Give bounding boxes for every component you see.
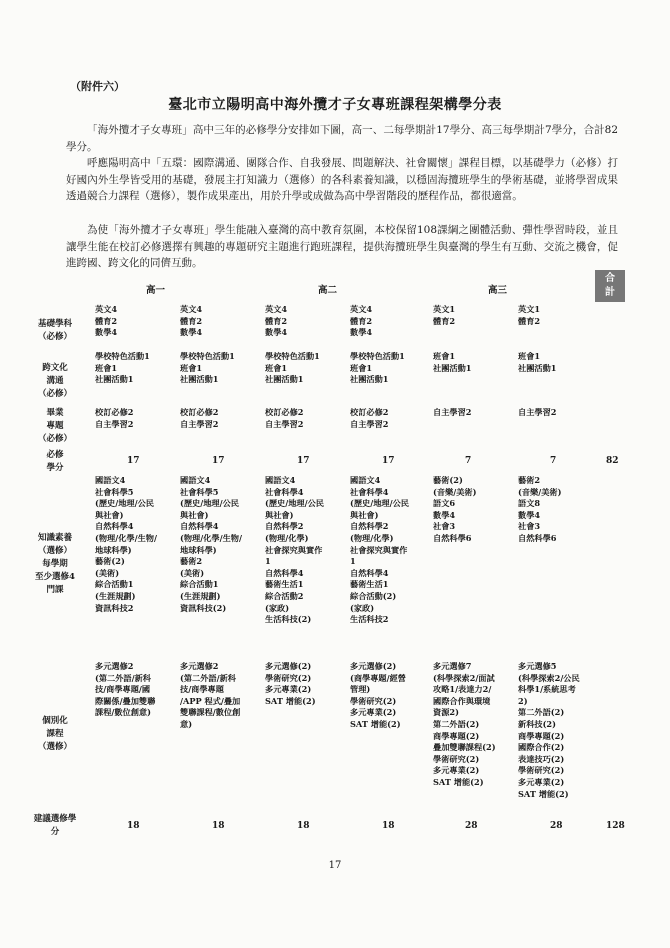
course-line: (第二外語/新科 — [180, 672, 236, 683]
course-line: 社團活動1 — [350, 374, 389, 385]
course-line: 藝術(2) — [433, 475, 463, 485]
course-line: 校訂必修2 — [265, 407, 304, 417]
course-line: 自然科學2 — [265, 521, 304, 532]
course-line: SAT 增能(2) — [518, 788, 569, 799]
course-line: 多元專業(2) — [433, 765, 480, 776]
course-line: 商學專題(2) — [518, 730, 565, 741]
course-line: 自主學習2 — [180, 418, 219, 429]
individual-label-line: 課程 — [46, 729, 64, 739]
grade-header-3: 高三 — [488, 285, 508, 296]
crossculture-cell — [433, 351, 471, 374]
total-tab-char-2: 計 — [605, 287, 615, 298]
project-cell — [518, 407, 556, 419]
course-line: 社會科學4 — [350, 486, 389, 497]
individual-label-line: （選修） — [37, 742, 72, 752]
course-line: /APP 程式/疊加 — [180, 695, 241, 706]
individual-cell — [95, 661, 155, 719]
course-line: 體育2 — [518, 315, 541, 326]
project-cell — [95, 407, 133, 430]
course-line: (科學探索2/面試 — [433, 672, 495, 683]
course-line: 社會3 — [518, 521, 541, 532]
course-line: 多元專業(2) — [518, 776, 565, 787]
course-line: 際關係/疊加雙聯 — [95, 695, 156, 706]
course-line: 班會1 — [265, 362, 288, 373]
project-cell — [350, 407, 388, 430]
suggested_credits-label-line: 建議選修學 — [33, 814, 77, 824]
course-line: 班會1 — [95, 362, 118, 373]
course-line: 藝術生活1 — [265, 579, 304, 590]
course-line: (歷史/地理/公民 — [265, 498, 324, 509]
course-line: 國語文4 — [180, 475, 211, 485]
course-line: (科學探索2/公民 — [518, 672, 580, 683]
course-line: 自然科學6 — [518, 532, 557, 543]
course-line: 綜合活動1 — [180, 579, 219, 590]
course-line: 資源2) — [433, 707, 459, 718]
course-line: 疊加雙聯課程(2) — [433, 742, 496, 753]
goal-paragraph: 呼應陽明高中「五環：國際溝通、團隊合作、自我發展、問題解決、社會關懷」課程目標，以基礎學力（必修）打好國內外生學皆受用的基礎，發展主打知識力（選修）的各科素養知識，以穩固海攬班學生的學術基礎，並將學習成果透過競合力課程（選修），製作成果產出，用於升學或成做為高中學習階段的歷程作品，都很適當。 — [66, 157, 618, 202]
crossculture-cell — [180, 351, 235, 386]
required_credits-value: 17 — [297, 456, 310, 466]
course-line: (物理/化學/生物/ — [95, 532, 157, 543]
basic-cell — [433, 304, 455, 327]
course-line: 數學4 — [180, 327, 203, 338]
knowledge-cell — [350, 475, 409, 626]
course-line: 與社會) — [350, 509, 379, 520]
integration-paragraph: 為使「海外攬才子女專班」學生能融入臺灣的高中教育氛圍，本校保留108課綱之團體活動、彈性學習時段，並且讓學生能在校訂必修選擇有興趣的專題研究主題進行跑班課程，提供海攬班學生與臺灣的學生有互動、交流之機會，促進跨國、跨文化的同儕互動。 — [66, 224, 618, 269]
course-line: 數學4 — [265, 327, 288, 338]
basic-cell — [180, 304, 202, 339]
suggested_credits-value: 28 — [550, 821, 563, 831]
course-line: 體育2 — [180, 315, 203, 326]
total-tab-char-1: 合 — [605, 273, 615, 284]
required_credits-value: 17 — [127, 456, 140, 466]
individual-row-label — [28, 715, 82, 754]
required_credits-value: 17 — [382, 456, 395, 466]
course-line: 學術研究(2) — [433, 753, 480, 764]
course-line: 校訂必修2 — [95, 407, 134, 417]
appendix-label: （附件六） — [70, 80, 125, 93]
course-line: 校訂必修2 — [350, 407, 389, 417]
course-line: (歷史/地理/公民 — [180, 498, 239, 509]
course-line: (家政) — [265, 602, 290, 613]
course-line: (歷史/地理/公民 — [350, 498, 409, 509]
course-line: 自主學習2 — [433, 407, 472, 417]
course-line: (物理/化學) — [265, 532, 309, 543]
crossculture-cell — [265, 351, 320, 386]
course-line: 1 — [265, 556, 271, 567]
individual-cell — [265, 661, 316, 707]
course-line: SAT 增能(2) — [433, 776, 484, 787]
required_credits-value: 7 — [465, 456, 472, 466]
course-line: 表達技巧(2) — [518, 753, 565, 764]
course-line: 英文4 — [180, 304, 203, 314]
course-line: 自主學習2 — [518, 407, 557, 417]
course-line: (家政) — [350, 602, 375, 613]
course-line: 社會探究與實作 — [350, 544, 408, 555]
crossculture-cell — [350, 351, 405, 386]
intro-paragraph: 「海外攬才子女專班」高中三年的必修學分安排如下圖，高一、二每學期計17學分、高三每學期計7學分，合計82學分。 — [66, 124, 618, 153]
course-line: 多元選修2 — [95, 661, 134, 671]
course-line: 英文1 — [518, 304, 541, 314]
course-line: 自然科學4 — [265, 567, 304, 578]
course-line: (音樂/美術) — [518, 486, 562, 497]
basic-label-line: （必修） — [37, 332, 72, 342]
course-line: 社會科學5 — [180, 486, 219, 497]
course-line: 技/商學專題/國 — [95, 684, 151, 695]
required_credits-label-line: 必修 — [46, 450, 64, 460]
basic-cell — [95, 304, 117, 339]
course-line: 語文8 — [518, 498, 541, 509]
course-line: 語文6 — [433, 498, 456, 509]
course-line: 體育2 — [265, 315, 288, 326]
knowledge-label-line: 門課 — [46, 585, 64, 595]
course-line: 自主學習2 — [95, 418, 134, 429]
course-line: 1 — [350, 556, 356, 567]
knowledge-cell — [265, 475, 324, 626]
course-line: 社團活動1 — [95, 374, 134, 385]
knowledge-cell — [433, 475, 477, 545]
course-line: 學術研究(2) — [518, 765, 565, 776]
required_credits-value: 7 — [550, 456, 557, 466]
page-title: 臺北市立陽明高中海外攬才子女專班課程架構學分表 — [168, 97, 502, 113]
course-line: 多元選修(2) — [350, 661, 397, 671]
course-line: 藝術(2) — [95, 556, 125, 567]
course-line: 與社會) — [265, 509, 294, 520]
basic-row-label — [28, 318, 82, 344]
course-line: 英文1 — [433, 304, 456, 314]
course-line: 社團活動1 — [518, 362, 557, 373]
course-line: 藝術生活1 — [350, 579, 389, 590]
crossculture-label-line: （必修） — [37, 389, 72, 399]
course-line: 國語文4 — [95, 475, 126, 485]
course-line: 生活科技(2) — [265, 614, 312, 625]
project-cell — [180, 407, 218, 430]
course-line: 與社會) — [95, 509, 124, 520]
course-line: 自然科學4 — [180, 521, 219, 532]
course-line: 數學4 — [350, 327, 373, 338]
individual-label-line: 個別化 — [42, 716, 68, 726]
course-line: (物理/化學) — [350, 532, 394, 543]
required_credits-label-line: 學分 — [46, 463, 64, 473]
course-line: 社會科學5 — [95, 486, 134, 497]
course-line: 自然科學4 — [350, 567, 389, 578]
project-row-label — [28, 407, 82, 446]
course-line: 班會1 — [518, 351, 541, 361]
course-line: 社會3 — [433, 521, 456, 532]
course-line: SAT 增能(2) — [350, 718, 401, 729]
course-line: 資訊科技(2) — [180, 602, 227, 613]
course-line: 多元專業(2) — [350, 707, 397, 718]
crossculture-label-line: 溝通 — [46, 376, 64, 386]
course-line: 體育2 — [95, 315, 118, 326]
crossculture-cell — [518, 351, 556, 374]
course-line: 綜合活動(2) — [350, 590, 397, 601]
course-line: 多元選修2 — [180, 661, 219, 671]
course-line: 多元選修5 — [518, 661, 557, 671]
course-line: 英文4 — [265, 304, 288, 314]
crossculture-cell — [95, 351, 150, 386]
crossculture-row-label — [28, 362, 82, 401]
course-line: 國語文4 — [265, 475, 296, 485]
course-line: 綜合活動1 — [95, 579, 134, 590]
course-line: (生涯規劃) — [180, 590, 221, 601]
required_credits-total: 82 — [606, 456, 619, 466]
course-line: 課程/數位創意) — [95, 707, 151, 718]
course-line: 藝術2 — [518, 475, 541, 485]
basic-cell — [350, 304, 372, 339]
course-line: 學術研究(2) — [265, 672, 312, 683]
knowledge-label-line: 知識素養 — [37, 533, 72, 543]
course-line: 自然科學2 — [350, 521, 389, 532]
course-line: 學校特色活動1 — [95, 351, 150, 361]
knowledge-label-line: 至少選修4 — [35, 572, 75, 582]
course-line: 班會1 — [433, 351, 456, 361]
course-line: 校訂必修2 — [180, 407, 219, 417]
course-line: 社會探究與實作 — [265, 544, 323, 555]
course-line: 數學4 — [95, 327, 118, 338]
project-cell — [265, 407, 303, 430]
course-line: (第二外語/新科 — [95, 672, 151, 683]
course-line: (歷史/地理/公民 — [95, 498, 154, 509]
course-line: 攻略1/表達力2/ — [433, 684, 492, 695]
course-line: 英文4 — [350, 304, 373, 314]
course-line: 國語文4 — [350, 475, 381, 485]
course-line: 第二外語(2) — [433, 718, 480, 729]
course-line: 新科技(2) — [518, 718, 557, 729]
course-line: 英文4 — [95, 304, 118, 314]
knowledge-label-line: 每學期 — [42, 559, 68, 569]
course-line: (音樂/美術) — [433, 486, 477, 497]
course-line: 第二外語(2) — [518, 707, 565, 718]
knowledge-row-label — [28, 532, 82, 597]
course-line: 自然科學4 — [95, 521, 134, 532]
course-line: 體育2 — [433, 315, 456, 326]
suggested_credits-total: 128 — [606, 821, 625, 831]
project-label-line: 畢業 — [46, 408, 64, 418]
knowledge-cell — [95, 475, 157, 614]
course-line: SAT 增能(2) — [265, 695, 316, 706]
suggested_credits-value: 18 — [127, 821, 140, 831]
course-line: 2) — [518, 695, 528, 706]
individual-cell — [350, 661, 406, 731]
course-line: 班會1 — [180, 362, 203, 373]
course-line: 體育2 — [350, 315, 373, 326]
course-line: 數學4 — [518, 509, 541, 520]
course-line: 國際合作(2) — [518, 742, 565, 753]
grade-header-2: 高二 — [318, 285, 338, 296]
suggested_credits-value: 18 — [382, 821, 395, 831]
course-line: 國際合作與環境 — [433, 695, 491, 706]
course-line: 社團活動1 — [433, 362, 472, 373]
course-line: 技/商學專題 — [180, 684, 224, 695]
course-line: (美術) — [95, 567, 120, 578]
course-line: 學校特色活動1 — [180, 351, 235, 361]
knowledge-label-line: （選修） — [37, 546, 72, 556]
suggested_credits-value: 28 — [465, 821, 478, 831]
crossculture-label-line: 跨文化 — [42, 363, 68, 373]
basic-cell — [265, 304, 287, 339]
course-line: 社會科學4 — [265, 486, 304, 497]
course-line: 管理) — [350, 684, 371, 695]
course-line: 自主學習2 — [265, 418, 304, 429]
course-line: 商學專題(2) — [433, 730, 480, 741]
course-line: 科學1/系統思考 — [518, 684, 576, 695]
required_credits-row-label — [28, 449, 82, 475]
project-label-line: （必修） — [37, 434, 72, 444]
knowledge-cell — [180, 475, 242, 614]
course-line: 班會1 — [350, 362, 373, 373]
course-line: 社團活動1 — [265, 374, 304, 385]
suggested_credits-label-line: 分 — [50, 827, 60, 837]
suggested_credits-value: 18 — [297, 821, 310, 831]
course-line: 與社會) — [180, 509, 209, 520]
course-line: 社團活動1 — [180, 374, 219, 385]
course-line: 地球科學) — [95, 544, 132, 555]
knowledge-cell — [518, 475, 562, 545]
basic-cell — [518, 304, 540, 327]
course-line: 綜合活動2 — [265, 590, 304, 601]
project-label-line: 專題 — [46, 421, 64, 431]
page-number: 17 — [328, 860, 342, 871]
course-line: 學校特色活動1 — [265, 351, 320, 361]
course-line: 多元專業(2) — [265, 684, 312, 695]
individual-cell — [518, 661, 580, 800]
course-line: 多元選修(2) — [265, 661, 312, 671]
individual-cell — [433, 661, 496, 789]
required_credits-value: 17 — [212, 456, 225, 466]
course-line: 學術研究(2) — [350, 695, 397, 706]
course-line: 多元選修7 — [433, 661, 472, 671]
course-line: 數學4 — [433, 509, 456, 520]
course-line: (生涯規劃) — [95, 590, 136, 601]
course-line: 資訊科技2 — [95, 602, 134, 613]
basic-label-line: 基礎學科 — [37, 319, 72, 329]
individual-cell — [180, 661, 240, 731]
course-line: 自然科學6 — [433, 532, 472, 543]
total-column-tab — [595, 270, 625, 302]
grade-header-1: 高一 — [146, 285, 166, 296]
course-line: 生活科技2 — [350, 614, 389, 625]
course-line: (商學專題/經營 — [350, 672, 406, 683]
course-line: 藝術2 — [180, 556, 203, 567]
suggested_credits-value: 18 — [212, 821, 225, 831]
course-line: 學校特色活動1 — [350, 351, 405, 361]
suggested_credits-row-label — [28, 813, 82, 839]
course-line: (物理/化學/生物/ — [180, 532, 242, 543]
course-line: 雙聯課程/數位創 — [180, 707, 241, 718]
course-line: 地球科學) — [180, 544, 217, 555]
course-line: 自主學習2 — [350, 418, 389, 429]
course-line: 意) — [180, 718, 193, 729]
course-line: (美術) — [180, 567, 205, 578]
project-cell — [433, 407, 471, 419]
